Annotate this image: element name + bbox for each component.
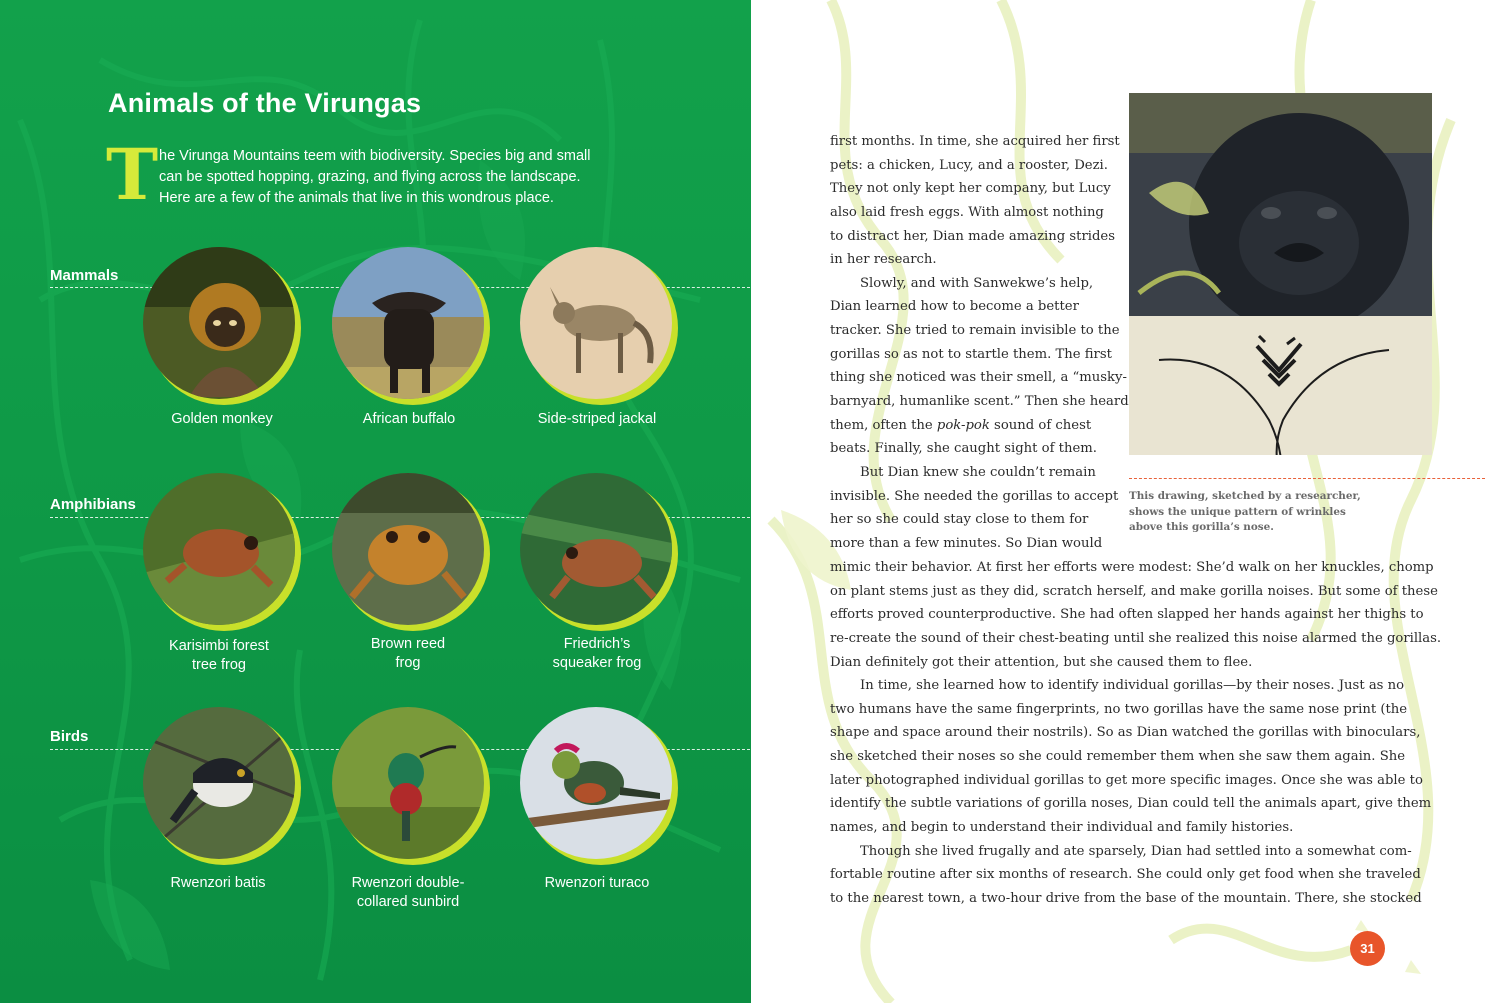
animal-name-sunbird: Rwenzori double- collared sunbird [351, 875, 465, 910]
nose-sketch [1129, 316, 1432, 455]
animal-name-side-striped-jackal: Side-striped jackal [537, 411, 657, 427]
body-text-lower [830, 556, 1441, 911]
text-line: beats. Finally, she caught sight of them. [830, 441, 1097, 457]
text-line: invisible. She needed the gorillas to accept [830, 488, 1119, 504]
text-line: her so she could stay close to them for [830, 512, 1089, 528]
text-line: later photographed individual gorillas to get more specific images. Once she was able to [830, 772, 1423, 788]
african-buffalo-photo [332, 247, 490, 405]
text-line: They not only kept her company, but Lucy [830, 181, 1111, 197]
photo-caption: This drawing, sketched by a researcher, shows the unique pattern of wrinkles above this gorilla’s nose. [1129, 490, 1361, 533]
text-line: barnyard, humanlike scent.” Then she heard [830, 394, 1129, 410]
right-page [751, 0, 1500, 1003]
text-line: efforts proved counterproductive. She had often slapped her hands against her thighs to [830, 607, 1424, 623]
caption-rule [1129, 478, 1485, 479]
text-line: re-create the sound of their chest-beating until she realized this noise alarmed the gorillas. [830, 630, 1442, 646]
animal-name-african-buffalo: African buffalo [362, 411, 456, 427]
animal-name-reed-frog: Brown reed frog [370, 636, 446, 671]
text-line: thing she noticed was their smell, a “musky- [830, 370, 1127, 386]
intro-line: Here are a few of the animals that live in this wondrous place. [159, 190, 554, 206]
animal-name-tree-frog: Karisimbi forest tree frog [169, 638, 269, 673]
category-label-birds: Birds [50, 728, 89, 745]
intro-paragraph [159, 146, 629, 209]
animal-name-squeaker-frog: Friedrich’s squeaker frog [552, 636, 642, 671]
animal-name-batis: Rwenzori batis [170, 875, 266, 891]
text-line: But Dian knew she couldn’t remain [860, 464, 1096, 480]
turaco-photo [520, 707, 678, 865]
body-text-upper [830, 130, 1129, 556]
text-line: Dian learned how to become a better [830, 299, 1079, 315]
text-line: more than a few minutes. So Dian would [830, 535, 1103, 551]
batis-photo [143, 707, 301, 865]
text-line: names, and begin to understand their individual and family histories. [830, 820, 1294, 836]
sunbird-photo [332, 707, 490, 865]
squeaker-frog-photo [520, 473, 678, 631]
text-line: two humans have the same fingerprints, no two gorillas have the same nose print (the [830, 701, 1408, 717]
text-line: on plant stems just as they did, scratch herself, and make gorilla noises. But some of these [830, 583, 1438, 599]
text-line: In time, she learned how to identify individual gorillas—by their noses. Just as no [860, 678, 1405, 694]
italic-term: pok-pok [936, 417, 990, 433]
drop-cap: T [106, 133, 159, 216]
text-line: first months. In time, she acquired her first [830, 134, 1120, 149]
text-line: to distract her, Dian made amazing strides [830, 228, 1116, 244]
text-line: Dian definitely got their attention, but she caused them to flee. [830, 654, 1253, 670]
text-line: Slowly, and with Sanwekwe’s help, [860, 275, 1094, 291]
text-line: she sketched their noses so she could remember them when she saw them again. She [830, 749, 1406, 765]
text-line: tracker. She tried to remain invisible to the [830, 323, 1120, 339]
text-line: mimic their behavior. At first her efforts were modest: She’d walk on her knuckles, chomp [830, 560, 1434, 575]
text-line: pets: a chicken, Lucy, and a rooster, Dezi. [830, 157, 1108, 173]
page-title: Animals of the Virungas [108, 88, 422, 118]
side-striped-jackal-photo [520, 247, 678, 405]
intro-line: he Virunga Mountains teem with biodiversity. Species big and small [159, 148, 591, 164]
golden-monkey-photo [143, 247, 301, 405]
text-line: in her research. [830, 252, 937, 268]
text-line: fortable routine after six months of research. She could only get food when she traveled [830, 867, 1421, 883]
text-line: gorillas so as not to startle them. The first [830, 346, 1112, 362]
animal-name-turaco: Rwenzori turaco [544, 875, 650, 891]
text-line: identify the subtle variations of gorilla noses, Dian could tell the animals apart, give them [830, 796, 1432, 812]
page-number: 31 [1350, 931, 1385, 966]
intro-line: can be spotted hopping, grazing, and flying across the landscape. [159, 169, 581, 185]
tree-frog-photo [143, 473, 301, 631]
category-label-amphibians: Amphibians [50, 496, 136, 513]
text-line: shape and space around their nostrils). So as Dian watched the gorillas with binoculars, [830, 725, 1421, 741]
text-line: to the nearest town, a two-hour drive from the base of the mountain. There, she stocked [830, 890, 1422, 906]
animal-name-golden-monkey: Golden monkey [171, 411, 273, 427]
text-line: also laid fresh eggs. With almost nothing [830, 204, 1104, 220]
category-label-mammals: Mammals [50, 267, 119, 284]
text-line: Though she lived frugally and ate sparsely, Dian had settled into a somewhat com- [860, 843, 1412, 859]
text-line: them, often the pok-pok sound of chest [830, 417, 1092, 433]
reed-frog-photo [332, 473, 490, 631]
